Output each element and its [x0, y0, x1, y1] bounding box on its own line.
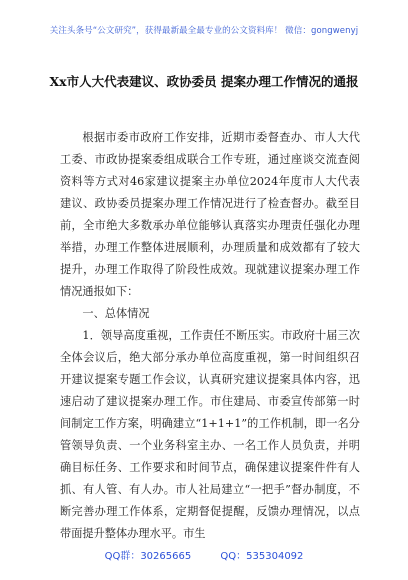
- intro-paragraph: 根据市委市政府工作安排，近期市委督查办、市人大代工委、市政协提案委组成联合工作专班，通过座谈交流查阅资料等方式对46家建议提案主办单位2024年度市人大代表建议、政协委员提案办理工作情况进行了检查督办。截至目前，全市绝大多数承办单位能够认真落实办理责任强化办理举措，办理工作整体进展顺利，办理质量和成效都有了较大提升，办理工作取得了阶段性成效。现就建议提案办理工作情况通报如下：: [60, 131, 360, 298]
- qq-group-label[interactable]: QQ群：30265665: [104, 551, 192, 562]
- document-title: Xx市人大代表建议、政协委员 提案办理工作情况的通报: [49, 74, 359, 89]
- contact-footer: [0, 547, 408, 562]
- section-heading: 一、总体情况: [82, 307, 150, 320]
- promo-banner[interactable]: 关注头条号“公文研究”，获得最新最全最专业的公文资料库！ 微信：gongwenyj: [49, 26, 359, 36]
- section-paragraph: 1．领导高度重视，工作责任不断压实。市政府十届三次全体会议后，绝大部分承办单位高度重视，第一时间组织召开建议提案专题工作会议，认真研究建议提案具体内容，迅速启动了建议提案办理工作。市住建局、市委宣传部第一时间制定工作方案，明确建立“1+1+1”的工作机制，即一名分管领导负责、一个业务科室主办、一名工作人员负责，并明确目标任务、工作要求和时间节点，确保建议提案件件有人抓、有人管、有人办。市人社局建立“一把手”督办制度，不断完善办理工作体系，定期督促提醒，反馈办理情况，以点带面提升整体办理水平。市生: [60, 329, 360, 540]
- qq-contact-label[interactable]: QQ：535304092: [220, 551, 304, 562]
- document-body: [60, 127, 360, 545]
